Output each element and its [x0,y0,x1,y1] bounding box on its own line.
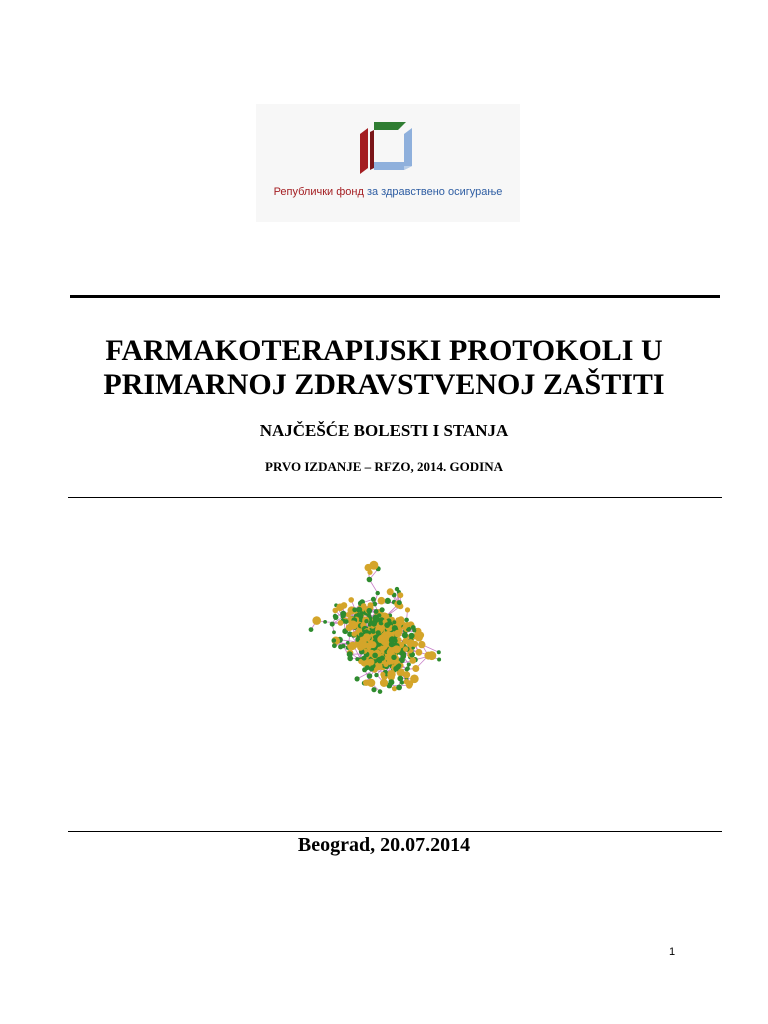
network-node [402,632,408,638]
network-node [385,598,391,604]
network-node [384,622,390,628]
network-node [341,644,345,648]
top-divider [70,295,720,298]
network-node [330,622,335,627]
divider-above-image [68,497,722,498]
network-node [380,656,385,661]
network-node [333,614,338,619]
network-node [398,592,404,598]
network-node [312,616,321,625]
network-node [407,662,411,666]
network-node [367,570,372,575]
network-node [383,662,388,667]
network-node [355,676,360,681]
network-node [391,655,396,660]
network-node [396,685,402,691]
network-node [389,637,395,643]
page-number: 1 [669,946,676,958]
network-node [392,620,396,624]
network-node [400,680,404,684]
network-node [355,657,359,661]
network-node [416,649,423,656]
network-node [380,679,388,687]
network-node [412,665,419,672]
rfzo-logo-icon [360,122,420,178]
network-node [380,607,385,612]
network-node [405,607,410,612]
network-node [371,597,376,602]
network-node [346,612,351,617]
network-node [427,651,436,660]
network-node [406,666,410,670]
network-node [376,630,381,635]
network-node [395,587,399,591]
network-node [332,638,337,643]
network-node [364,619,368,623]
network-node [380,672,385,677]
network-node [437,658,441,662]
network-node [437,650,441,654]
network-node [383,631,390,638]
network-node [378,597,386,605]
network-node [373,617,378,622]
network-node [403,646,408,651]
network-node [394,630,402,638]
network-node [387,588,394,595]
network-node [406,639,414,647]
network-node [366,608,372,614]
edition-line: PRVO IZDANJE – RFZO, 2014. GODINA [265,459,503,474]
network-node [361,603,367,609]
title-line-1: FARMAKOTERAPIJSKI PROTOKOLI U [105,334,663,367]
network-node [372,653,378,659]
network-node [410,657,417,664]
network-node [348,620,357,629]
network-graph-illustration [150,505,620,820]
network-node [309,627,314,632]
network-node [353,643,358,648]
network-node [403,671,410,678]
network-node [374,609,379,614]
network-node [344,619,349,624]
network-node [363,680,369,686]
divider-below-image [68,831,722,832]
network-node [365,642,372,649]
document-subtitle: NAJČEŠĆE BOLESTI I STANJA [259,421,509,440]
network-node [365,665,370,670]
network-node [378,689,383,694]
place-and-date: Beograd, 20.07.2014 [297,834,471,856]
network-node [393,666,399,672]
network-node [371,621,377,627]
logo-caption-part1: Републички фонд [273,186,364,198]
network-node [340,611,346,617]
network-node [367,673,373,679]
network-node [388,679,394,685]
network-node [418,641,425,648]
logo-caption [256,186,520,198]
network-node [332,643,337,648]
network-node [410,675,419,684]
network-node [369,561,378,570]
network-node [368,602,374,608]
network-node [397,600,402,605]
network-node [371,687,376,692]
network-node [376,591,380,595]
document-title [40,334,728,402]
network-node [348,597,354,603]
network-node [367,659,374,666]
rfzo-logo [256,104,520,222]
network-node [332,630,336,634]
network-node [404,679,410,685]
logo-caption-part2: за здравствено осигурање [366,186,503,198]
network-node [402,652,407,657]
title-line-2: PRIMARNOJ ZDRAVSTVENOJ ZAŠTITI [103,368,665,401]
network-node [323,620,327,624]
network-node [367,577,373,583]
network-node [347,656,353,662]
network-node [412,629,416,633]
network-node [374,673,378,677]
network-node [398,616,405,623]
network-node [404,618,409,623]
network-node [373,635,377,639]
network-node [363,633,371,641]
network-node [352,607,357,612]
network-node [417,632,424,639]
network-node [346,641,350,645]
network-node [365,629,369,633]
network-node [359,632,364,637]
network-node [360,611,364,615]
network-node [338,620,344,626]
network-node [336,604,344,612]
network-node [377,613,381,617]
